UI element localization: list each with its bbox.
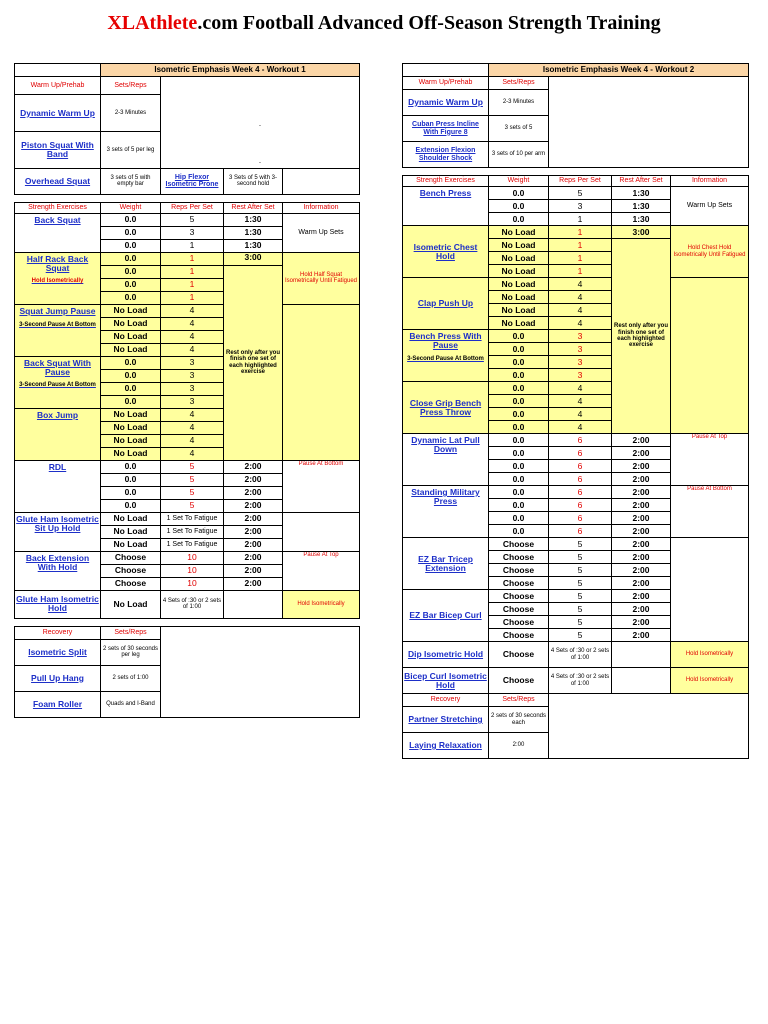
workout-2-title: Isometric Emphasis Week 4 - Workout 2 [489, 64, 749, 77]
exercise-link[interactable]: Hip Flexor Isometric Prone [161, 168, 224, 194]
exercise-link[interactable]: Laying Relaxation [403, 733, 489, 759]
exercise-link[interactable]: Bench Press [403, 187, 489, 226]
exercise-link[interactable]: Dynamic Lat Pull Down [403, 434, 489, 486]
workout-2-table: Isometric Emphasis Week 4 - Workout 2 Warm Up/Prehab Sets/Reps Dynamic Warm Up 2-3 Minutes Cuban Press Incline With Figure 8 3 sets of 5 Extension Flexion Shoulder Shock 3 sets of 10 per arm Strength Exercises Weight Reps Per Set Rest After Set Information Bench Press 0.0 5 1:30 Warm Up Sets 0.0 3 1:30 0.0 1 1:30 Isometric Chest Hold No Load 1 3:00 Hold Chest Hold Isometrically Until Fatigued No Load 1 Rest only after you finish one set of each highlighted exercise No Load 1 No Load 1 Clap Push Up No Load 4 No Load 4 No Load 4 No Load 4 Bench Press With Pause 3-Second Pause At Bottom 0.0 3 0.0 3 0.0 3 0.0 3 Close Grip Bench Press Throw 0.0 4 0.0 4 0.0 4 0.0 4 Dynamic Lat Pull Down 0.0 6 2:00 Pause At Top 0.0 6 2:00 0.0 6 2:00 0.0 6 2:00 Standing Military Press 0.0 6 2:00 Pause At Bottom 0.0 6 2:00 0.0 6 2:00 0.0 6 2:00 EZ Bar Tricep Extension Choose 5 2:00 Choose 5 2:00 Choose 5 2:00 Choose 5 2:00 EZ Bar Bicep Curl Choose 5 2:00 Choose 5 2:00 Choose 5 2:00 Choose 5 2:00 Dip Isometric Hold Choose 4 Sets of :30 or 2 sets of 1:00 Hold Isometrically Bicep Curl Isometric Hold Choose 4 Sets of :30 or 2 sets of 1:00 Hold Isometrically Recovery Sets/Reps Partner Stretching 2 sets of 30 seconds each Laying Relaxation 2:00 [402, 63, 749, 759]
exercise-link[interactable]: Cuban Press Incline With Figure 8 [403, 116, 489, 142]
exercise-link[interactable]: Partner Stretching [403, 707, 489, 733]
exercise-link[interactable]: Dynamic Warm Up [15, 95, 101, 132]
exercise-link[interactable]: Close Grip Bench Press Throw [403, 382, 489, 434]
exercise-link[interactable]: Squat Jump Pause [19, 305, 96, 316]
exercise-link[interactable]: Half Rack Back Squat [26, 253, 89, 273]
exercise-link[interactable]: Back Extension With Hold [15, 551, 101, 590]
exercise-link[interactable]: Overhead Squat [15, 168, 101, 194]
exercise-link[interactable]: Back Squat With Pause [24, 357, 91, 377]
workout-2-sheet [402, 63, 748, 759]
exercise-link[interactable]: Glute Ham Isometric Sit Up Hold [15, 512, 101, 551]
exercise-link[interactable]: Bicep Curl Isometric Hold [403, 668, 489, 694]
sets-header: Sets/Reps [101, 77, 161, 95]
exercise-link[interactable]: Extension Flexion Shoulder Shock [403, 142, 489, 168]
brand-xl: XL [107, 12, 136, 34]
exercise-link[interactable]: RDL [15, 460, 101, 512]
exercise-link[interactable]: Bench Press With Pause [409, 331, 482, 350]
brand-athlete: Athlete [135, 12, 198, 34]
workout-1-sheet [14, 63, 359, 718]
exercise-link[interactable]: Dip Isometric Hold [403, 642, 489, 668]
exercise-link[interactable]: Clap Push Up [403, 278, 489, 330]
exercise-link[interactable]: Foam Roller [15, 691, 101, 717]
exercise-link[interactable]: Back Squat [15, 213, 101, 252]
exercise-link[interactable]: Isometric Chest Hold [403, 226, 489, 278]
workout-1-table: Isometric Emphasis Week 4 - Workout 1 Warm Up/Prehab Sets/Reps . . Dynamic Warm Up 2-3 Minutes Piston Squat With Band 3 sets of 5 per leg Overhead Squat 3 sets of 5 with empty bar Hip Flexor Isometric Prone 3 Sets of 5 with 3-second hold Strength Exercises Weight Reps Per Set Rest After Set Information Back Squat 0.0 5 1:30 Warm Up Sets 0.0 3 1:30 0.0 1 1:30 Half Rack Back Squat Hold Isometrically 0.0 1 3:00 Hold Half Squat Isometrically Until Fatigued 0.0 1 Rest only after you finish one set of each highlighted exercise 0.0 1 0.0 1 Squat Jump Pause 3-Second Pause At Bottom No Load 4 No Load 4 No Load 4 No Load 4 Back Squat With Pause 3-Second Pause At Bottom 0.0 3 0.0 3 0.0 3 0.0 3 Box Jump No Load 4 No Load 4 No Load 4 No Load 4 RDL 0.0 5 2:00 Pause At Bottom 0.0 5 2:00 0.0 5 2:00 0.0 5 2:00 Glute Ham Isometric Sit Up Hold No Load 1 Set To Fatigue 2:00 No Load 1 Set To Fatigue 2:00 No Load 1 Set To Fatigue 2:00 Back Extension With Hold Choose 10 2:00 Pause At Top Choose 10 2:00 Choose 10 2:00 Glute Ham Isometric Hold No Load 4 Sets of :30 or 2 sets of 1:00 Hold Isometrically Recovery Sets/Reps Isometric Split 2 sets of 30 seconds per leg Pull Up Hang 2 sets of 1:00 Foam Roller Quads and I-Band [14, 63, 360, 718]
page-title [0, 12, 768, 35]
exercise-link[interactable]: Pull Up Hang [15, 665, 101, 691]
title-rest: .com Football Advanced Off-Season Strength Training [197, 12, 661, 34]
exercise-link[interactable]: Glute Ham Isometric Hold [15, 590, 101, 618]
workout-1-title: Isometric Emphasis Week 4 - Workout 1 [101, 64, 360, 77]
exercise-link[interactable]: Piston Squat With Band [15, 131, 101, 168]
exercise-link[interactable]: Standing Military Press [403, 486, 489, 538]
exercise-link[interactable]: EZ Bar Bicep Curl [403, 590, 489, 642]
exercise-link[interactable]: Box Jump [15, 408, 101, 460]
exercise-link[interactable]: EZ Bar Tricep Extension [403, 538, 489, 590]
warmup-header: Warm Up/Prehab [15, 77, 101, 95]
exercise-link[interactable]: Dynamic Warm Up [403, 90, 489, 116]
exercise-link[interactable]: Isometric Split [15, 639, 101, 665]
